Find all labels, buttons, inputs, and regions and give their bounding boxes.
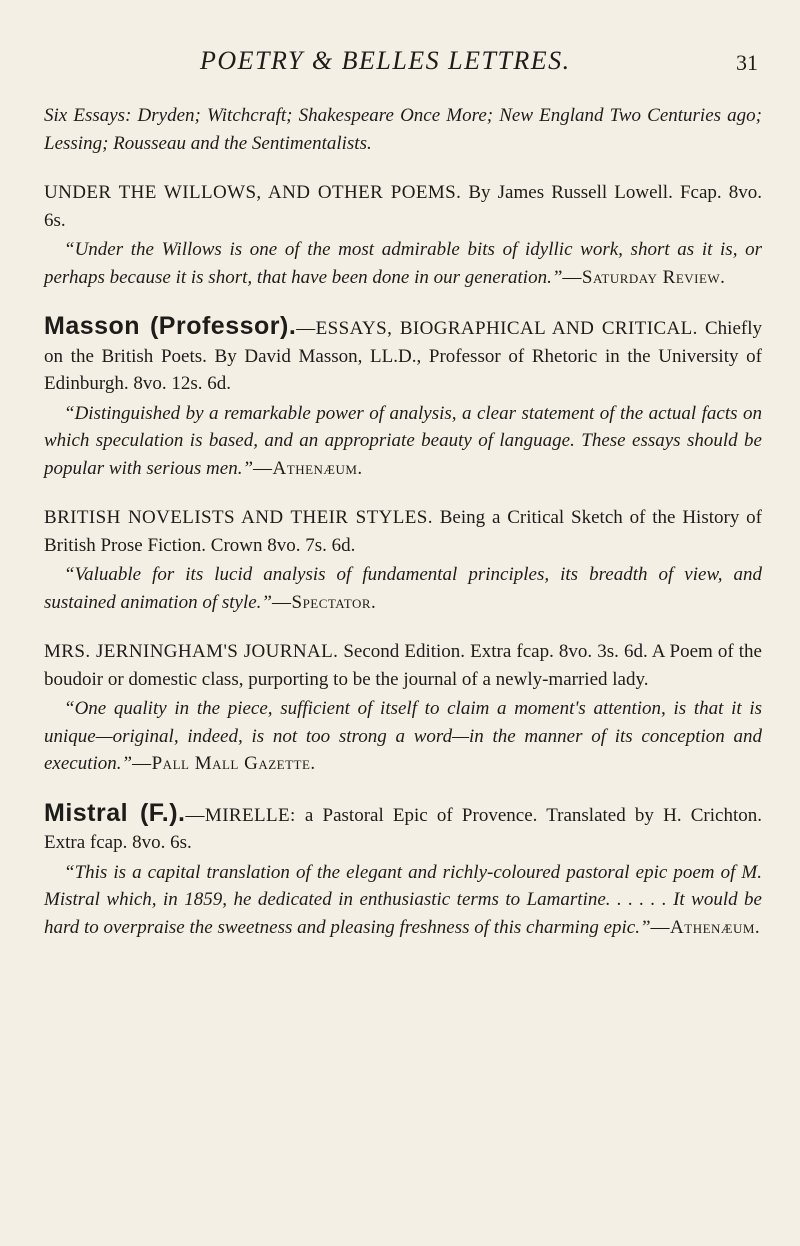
- catalogue-listing: [44, 102, 762, 963]
- review-source: —Saturday Review.: [562, 266, 726, 288]
- review: [44, 561, 762, 616]
- book-details: Crown 8vo. 7s. 6d.: [210, 534, 356, 556]
- book-details: 8vo. 12s. 6d.: [133, 373, 232, 394]
- review: [44, 695, 762, 778]
- book-details: Extra fcap. 8vo. 6s.: [44, 832, 192, 853]
- page-number: 31: [736, 50, 758, 75]
- catalogue-entry: [44, 638, 762, 778]
- catalogue-entry-continuation: [44, 102, 762, 157]
- review-quote: “This is a capital translation of the elegant and richly-coloured pastoral epic poem of M. Mistral which, in 1859, he dedicated in enthusiastic terms to Lamartine. . . . . . It would be hard to overpraise the sweetness and pleasing freshness of this charming epic.”: [44, 861, 762, 938]
- book-author-line: Being a Critical Sketch of the History of British Prose Fiction.: [44, 507, 763, 556]
- book-author-line: By James Russell Lowell.: [468, 182, 673, 203]
- book-title: —MIRELLE:: [185, 804, 296, 826]
- review: [44, 859, 762, 942]
- book-edition: Second Edition.: [343, 641, 466, 662]
- author-name: Mistral (F.).: [44, 798, 186, 827]
- book-title: MRS. JERNINGHAM'S JOURNAL.: [44, 641, 339, 662]
- catalogue-entry: [44, 179, 762, 291]
- review: [44, 400, 762, 483]
- review-source: —Athenæum.: [650, 916, 761, 938]
- catalogue-entry: [44, 504, 762, 616]
- review-quote: “Distinguished by a remarkable power of analysis, a clear statement of the actual facts on which speculation is based, and an appropriate beauty of language. These essays should be popular with serious men.”: [44, 402, 762, 479]
- book-author-line: Chiefly on the British Poets. By David Masson, LL.D., Professor of Rhetoric in the University of Edinburgh.: [44, 318, 762, 394]
- review-source: —Athenæum.: [253, 457, 363, 479]
- review-quote: “Under the Willows is one of the most admirable bits of idyllic work, short as it is, or perhaps because it is short, that have been done in our generation.”: [44, 239, 762, 288]
- author-name: Masson (Professor).: [44, 312, 297, 340]
- review-quote: “One quality in the piece, sufficient of itself to claim a moment's attention, is that it is unique—original, indeed, is not too strong a word—in the manner of its conception and execution.”: [44, 698, 762, 774]
- continuation-text: Six Essays: Dryden; Witchcraft; Shakespeare Once More; New England Two Centuries ago; Lessing; Rousseau and the Sentimentalists.: [44, 105, 762, 154]
- running-head: [0, 46, 800, 86]
- catalogue-entry: [44, 313, 762, 482]
- review-quote: “Valuable for its lucid analysis of fundamental principles, its breadth of view, and sustained animation of style.”: [44, 564, 762, 613]
- running-title: POETRY & BELLES LETTRES.: [200, 46, 571, 75]
- book-author-line: a Pastoral Epic of Provence. Translated by H. Crichton.: [304, 804, 762, 826]
- book-details: Fcap. 8vo. 6s.: [44, 182, 763, 231]
- review-source: —Spectator.: [272, 591, 377, 613]
- book-title: BRITISH NOVELISTS AND THEIR STYLES.: [44, 507, 433, 528]
- catalogue-entry: [44, 800, 762, 942]
- book-title: —ESSAYS, BIOGRAPHICAL AND CRITICAL.: [296, 318, 698, 339]
- review-source: —Pall Mall Gazette.: [132, 753, 316, 774]
- book-details: Extra fcap. 8vo. 3s. 6d. A Poem of the boudoir or domestic class, purporting to be the journal of a newly-married lady.: [44, 641, 762, 690]
- book-title: UNDER THE WILLOWS, AND OTHER POEMS.: [44, 182, 462, 203]
- review: [44, 236, 762, 291]
